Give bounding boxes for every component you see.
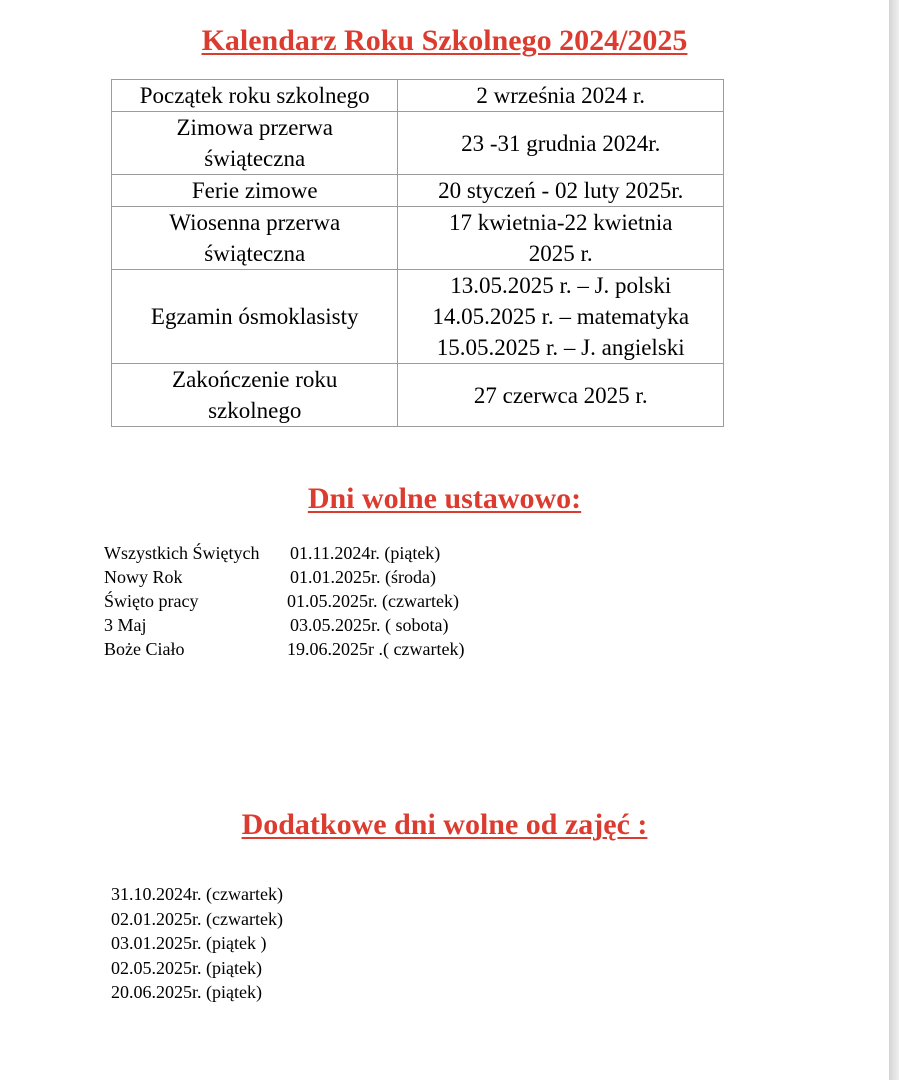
list-item: 02.01.2025r. (czwartek): [111, 908, 283, 929]
table-row: [112, 112, 724, 175]
holiday-date: 19.06.2025r .( czwartek): [287, 639, 465, 659]
holiday-name: Święto pracy: [104, 591, 199, 611]
row-value: 23 -31 grudnia 2024r.: [398, 112, 724, 175]
extra-days-heading: Dodatkowe dni wolne od zajęć :: [241, 808, 648, 841]
row-value: 27 czerwca 2025 r.: [398, 364, 724, 427]
list-item: 20.06.2025r. (piątek): [111, 982, 262, 1002]
holiday-date: 01.01.2025r. (środa): [290, 567, 436, 587]
row-label: Egzamin ósmoklasisty: [112, 270, 398, 364]
list-item: 03.01.2025r. (piątek ): [111, 933, 267, 953]
table-row: [112, 270, 724, 364]
row-value: 2 września 2024 r.: [398, 80, 724, 112]
row-label: Wiosenna przerwa świąteczna: [112, 207, 398, 270]
table-row: [112, 364, 724, 427]
page-title: Kalendarz Roku Szkolnego 2024/2025: [201, 24, 688, 57]
row-label: Ferie zimowe: [112, 175, 398, 207]
row-label: Początek roku szkolnego: [112, 80, 398, 112]
row-value: 13.05.2025 r. – J. polski 14.05.2025 r. – matematyka 15.05.2025 r. – J. angielski: [398, 270, 724, 364]
holiday-date: 03.05.2025r. ( sobota): [290, 615, 449, 635]
table-row: [112, 207, 724, 270]
row-label: Zakończenie roku szkolnego: [112, 364, 398, 427]
list-item: 31.10.2024r. (czwartek): [111, 884, 283, 904]
row-value: 17 kwietnia-22 kwietnia 2025 r.: [398, 207, 724, 270]
holidays-heading: Dni wolne ustawowo:: [307, 482, 582, 515]
holiday-name: Boże Ciało: [104, 639, 185, 659]
page-edge: [889, 0, 899, 1080]
holiday-name: Nowy Rok: [104, 567, 183, 587]
table-row: [112, 80, 724, 112]
holiday-name: 3 Maj: [104, 615, 147, 635]
holiday-date: 01.05.2025r. (czwartek): [287, 591, 459, 611]
extra-days-list: [111, 882, 283, 1005]
table-row: [112, 175, 724, 207]
row-value: 20 styczeń - 02 luty 2025r.: [398, 175, 724, 207]
list-item: 02.05.2025r. (piątek): [111, 957, 262, 978]
school-calendar-table: [111, 79, 724, 427]
holiday-name: Wszystkich Świętych: [104, 543, 260, 563]
row-label: Zimowa przerwa świąteczna: [112, 112, 398, 175]
holiday-date: 01.11.2024r. (piątek): [290, 543, 441, 563]
